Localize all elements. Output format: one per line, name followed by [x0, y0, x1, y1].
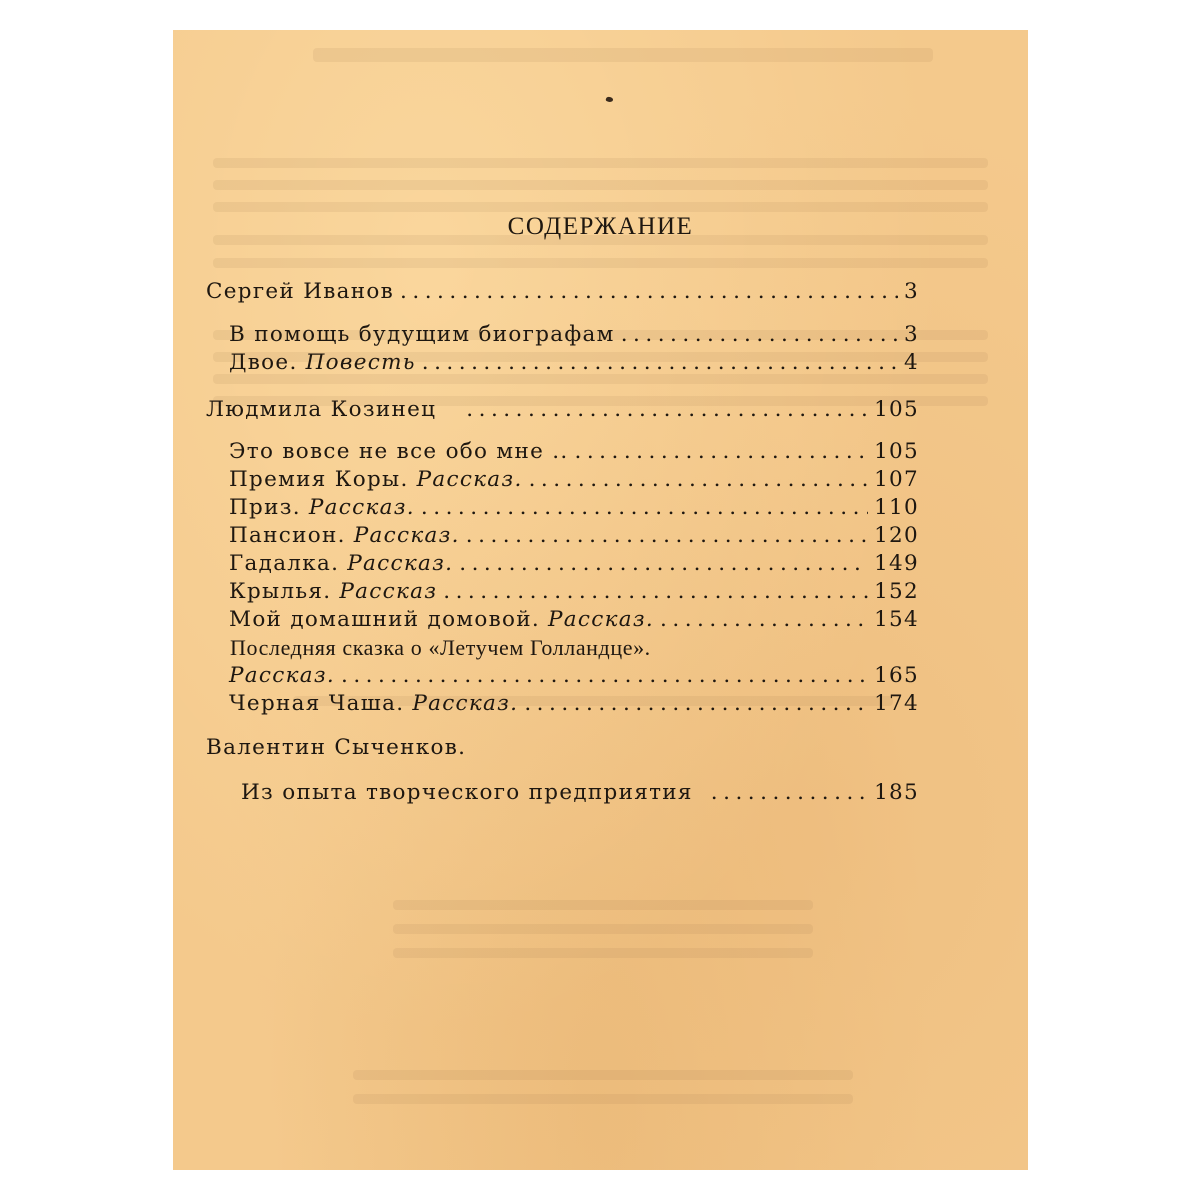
entry-title: Премия Коры.	[229, 467, 409, 492]
entry-genre: Рассказ	[339, 579, 438, 604]
show-through-header	[313, 48, 933, 62]
entry-genre: Рассказ.	[347, 551, 454, 576]
show-through-line	[213, 180, 988, 190]
author-name: Валентин Сыченков.	[206, 735, 467, 760]
entry-genre: Рассказ.	[548, 607, 655, 632]
show-through-line	[213, 258, 988, 268]
toc-author-row	[206, 278, 919, 306]
toc-entry-row	[229, 578, 919, 606]
toc-entry-row	[229, 522, 919, 550]
leader-dots	[575, 438, 869, 466]
toc-entry-row	[229, 494, 919, 522]
toc-entry-row	[229, 550, 919, 578]
entry-genre: Рассказ.	[308, 495, 415, 520]
leader-dots	[466, 522, 868, 550]
entry-title: Гадалка.	[229, 551, 340, 576]
leader-dots	[422, 349, 898, 377]
toc-entry-row	[229, 321, 919, 349]
entry-title: Приз.	[229, 495, 301, 520]
book-page	[173, 30, 1028, 1170]
page-number: 3	[904, 322, 919, 347]
page-number: 174	[874, 691, 919, 716]
toc-entry-row	[241, 779, 919, 807]
page-number: 154	[874, 607, 919, 632]
page-number: 165	[874, 663, 919, 688]
page-number: 3	[904, 279, 919, 304]
leader-dots	[621, 321, 898, 349]
entry-title: Мой домашний домовой.	[229, 607, 541, 632]
page-number: 107	[874, 467, 919, 492]
toc-entry-row	[229, 690, 919, 718]
author-name: Сергей Иванов	[206, 279, 395, 304]
entry-title: Последняя сказка о «Летучем Голландце».	[230, 635, 651, 660]
entry-title: Из опыта творческого предприятия	[241, 780, 693, 805]
show-through-line	[353, 1070, 853, 1080]
leader-dots	[443, 578, 868, 606]
entry-title: Это вовсе не все обо мне ..	[229, 439, 569, 464]
page-number: 105	[874, 397, 919, 422]
entry-title: Двое.	[229, 350, 298, 375]
entry-genre: Рассказ.	[229, 663, 335, 688]
page-title: СОДЕРЖАНИЕ	[507, 213, 694, 240]
entry-genre: Рассказ.	[412, 691, 519, 716]
leader-dots	[524, 690, 868, 718]
page-number: 4	[904, 350, 919, 375]
show-through-line	[393, 900, 813, 910]
leader-dots	[711, 779, 868, 807]
entry-title: Черная Чаша.	[229, 691, 405, 716]
entry-title: Пансион.	[229, 523, 346, 548]
leader-dots	[421, 494, 868, 522]
show-through-line	[213, 202, 988, 212]
author-name: Людмила Козинец	[206, 397, 437, 422]
toc-entry-row	[229, 662, 919, 690]
leader-dots	[459, 550, 868, 578]
leader-dots	[400, 278, 898, 306]
toc-entry-row	[229, 438, 919, 466]
show-through-line	[393, 948, 813, 958]
leader-dots	[529, 466, 868, 494]
toc-entry-row	[229, 606, 919, 634]
toc-author-row	[206, 396, 919, 424]
toc-entry-row	[229, 466, 919, 494]
entry-genre: Повесть	[305, 350, 416, 375]
page-number: 105	[874, 439, 919, 464]
entry-genre: Рассказ.	[353, 523, 460, 548]
show-through-line	[353, 1094, 853, 1104]
paper-speck	[605, 96, 613, 103]
entry-genre: Рассказ.	[416, 467, 523, 492]
page-number: 110	[874, 495, 919, 520]
show-through-line	[393, 924, 813, 934]
page-number: 152	[874, 579, 919, 604]
page-number: 149	[874, 551, 919, 576]
leader-dots	[466, 396, 868, 424]
page-number: 120	[874, 523, 919, 548]
show-through-line	[213, 158, 988, 168]
leader-dots	[660, 606, 868, 634]
entry-title: Крылья.	[229, 579, 332, 604]
entry-title: В помощь будущим биографам	[229, 322, 615, 347]
toc-entry-row	[229, 349, 919, 377]
page-number: 185	[874, 780, 919, 805]
leader-dots	[341, 662, 868, 690]
